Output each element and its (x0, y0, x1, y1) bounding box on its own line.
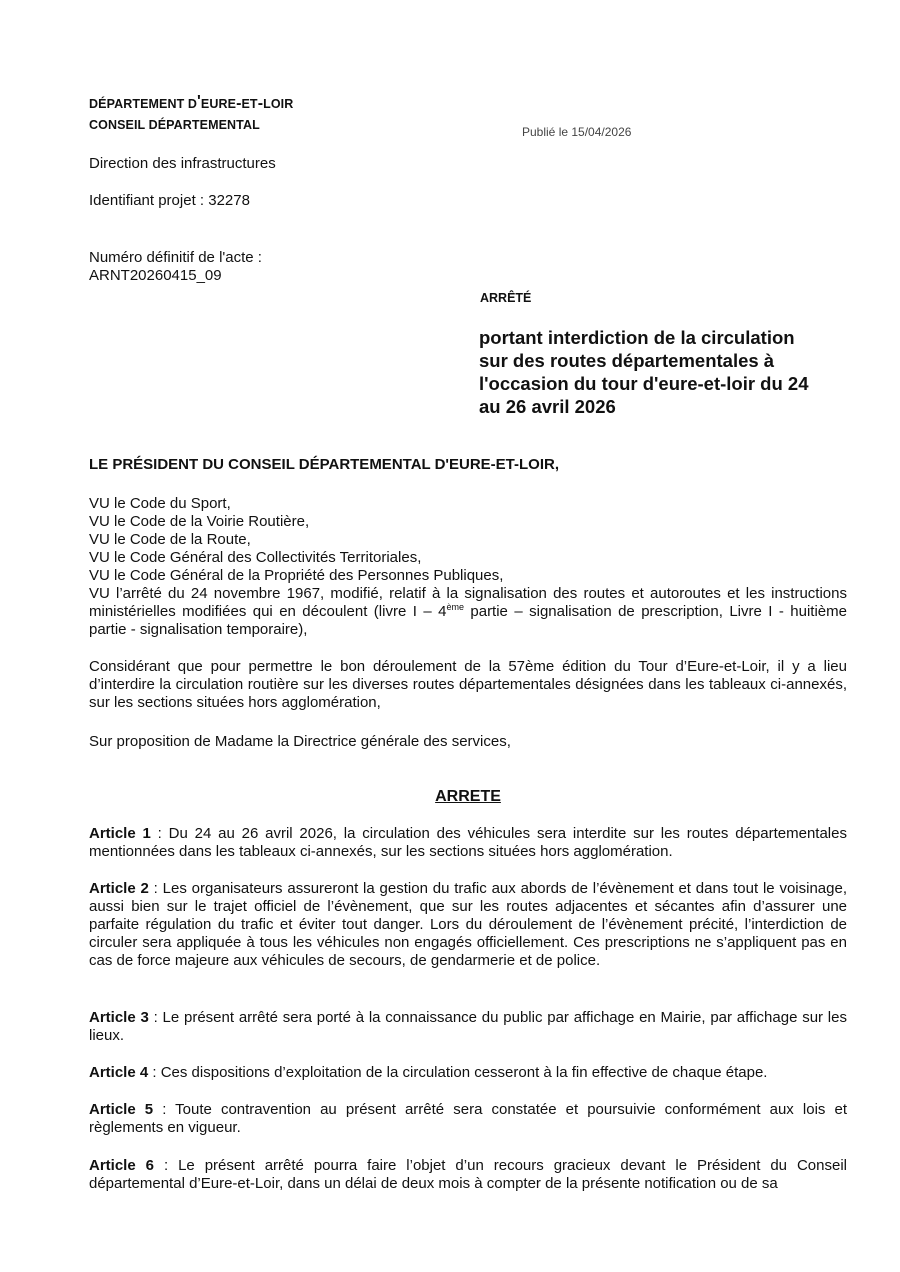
article-3 (89, 1009, 847, 1045)
act-number-label: Numéro définitif de l'acte : (89, 249, 262, 266)
article-label: Article 6 (89, 1157, 154, 1174)
department-loir: LOIR (263, 97, 294, 111)
department-hyphen-1: - (236, 95, 242, 112)
decree-label: ARRÊTÉ (480, 291, 532, 305)
vu-list (89, 495, 847, 639)
considerant-paragraph: Considérant que pour permettre le bon déroulement de la 57ème édition du Tour d’Eure-et-Loir, il y a lieu d’interdire la circulation routière sur les diverses routes départementales désignées dans les tableaux ci-annexés, sur les sections situées hors agglomération, (89, 658, 847, 711)
department-hyphen-2: - (257, 95, 264, 112)
article-2 (89, 880, 847, 970)
arrete-heading: ARRETE (435, 788, 501, 805)
decree-title-line: au 26 avril 2026 (479, 396, 616, 417)
superscript-eme: ème (446, 602, 464, 612)
decree-title-line: l'occasion du tour d'eure-et-loir du 24 (479, 373, 809, 394)
department-prefix: DÉPARTEMENT D (89, 97, 198, 111)
article-4 (89, 1064, 847, 1082)
president-heading: LE PRÉSIDENT DU CONSEIL DÉPARTEMENTAL D'EURE-ET-LOIR, (89, 456, 559, 473)
vu-line: VU le Code Général des Collectivités Territoriales, (89, 549, 422, 566)
article-label: Article 3 (89, 1009, 149, 1026)
article-1 (89, 825, 847, 861)
decree-title (479, 326, 859, 418)
act-number: ARNT20260415_09 (89, 267, 222, 284)
article-label: Article 1 (89, 825, 151, 842)
department-name (89, 93, 293, 113)
vu-arrete-1967 (89, 585, 847, 639)
department-apostrophe: ' (197, 93, 201, 110)
article-label: Article 2 (89, 880, 149, 897)
article-text: : Le présent arrêté pourra faire l’objet d’un recours gracieux devant le Président du Conseil départemental d’Eure-et-Loir, dans un délai de deux mois à compter de la présente notification ou de sa (89, 1157, 847, 1192)
decree-title-line: sur des routes départementales à (479, 350, 775, 371)
article-5 (89, 1101, 847, 1137)
council-name: CONSEIL DÉPARTEMENTAL (89, 118, 260, 132)
article-text: : Ces dispositions d’exploitation de la circulation cesseront à la fin effective de chaque étape. (148, 1064, 768, 1081)
article-6 (89, 1157, 847, 1193)
decree-title-line: portant interdiction de la circulation (479, 327, 795, 348)
vu-line: VU le Code de la Voirie Routière, (89, 513, 310, 530)
article-label: Article 4 (89, 1064, 149, 1081)
vu-arrete-text-end: partie – signalisation de prescription, Livre I - huitième partie - signalisation temporaire), (89, 603, 847, 638)
project-id: Identifiant projet : 32278 (89, 192, 250, 209)
department-et: ET (241, 97, 258, 111)
article-text: : Du 24 au 26 avril 2026, la circulation des véhicules sera interdite sur les routes départementales mentionnées dans les tableaux ci-annexés, sur les sections situées hors agglomération. (89, 825, 847, 860)
vu-line: VU le Code de la Route, (89, 531, 251, 548)
department-eure: EURE (200, 97, 237, 111)
proposition-paragraph: Sur proposition de Madame la Directrice générale des services, (89, 733, 511, 750)
vu-arrete-text-start: VU l’arrêté du 24 novembre 1967, modifié, relatif à la signalisation des routes et autoroutes et les instructions ministérielles modifiées qui en découlent (livre I – 4 (89, 585, 847, 620)
article-label: Article 5 (89, 1101, 154, 1118)
article-text: : Toute contravention au présent arrêté sera constatée et poursuivie conformément aux lois et règlements en vigueur. (89, 1101, 847, 1136)
publication-date: Publié le 15/04/2026 (522, 125, 632, 139)
vu-line: VU le Code du Sport, (89, 495, 231, 512)
article-text: : Les organisateurs assureront la gestion du trafic aux abords de l’évènement et dans tout le voisinage, aussi bien sur le trajet officiel de l’évènement, que sur les routes adjacentes et sécantes afin d’assurer une parfaite régulation du trafic et éviter tout danger. Lors du déroulement de l’évènement précité, l’interdiction de circuler sera appliquée à tous les véhicules non engagés officiellement. Ces prescriptions ne s’appliquent pas en cas de force majeure aux véhicules de secours, de gendarmerie et de police. (89, 880, 848, 969)
direction-name: Direction des infrastructures (89, 155, 276, 172)
vu-line: VU le Code Général de la Propriété des Personnes Publiques, (89, 567, 504, 584)
article-text: : Le présent arrêté sera porté à la connaissance du public par affichage en Mairie, par affichage sur les lieux. (89, 1009, 847, 1044)
